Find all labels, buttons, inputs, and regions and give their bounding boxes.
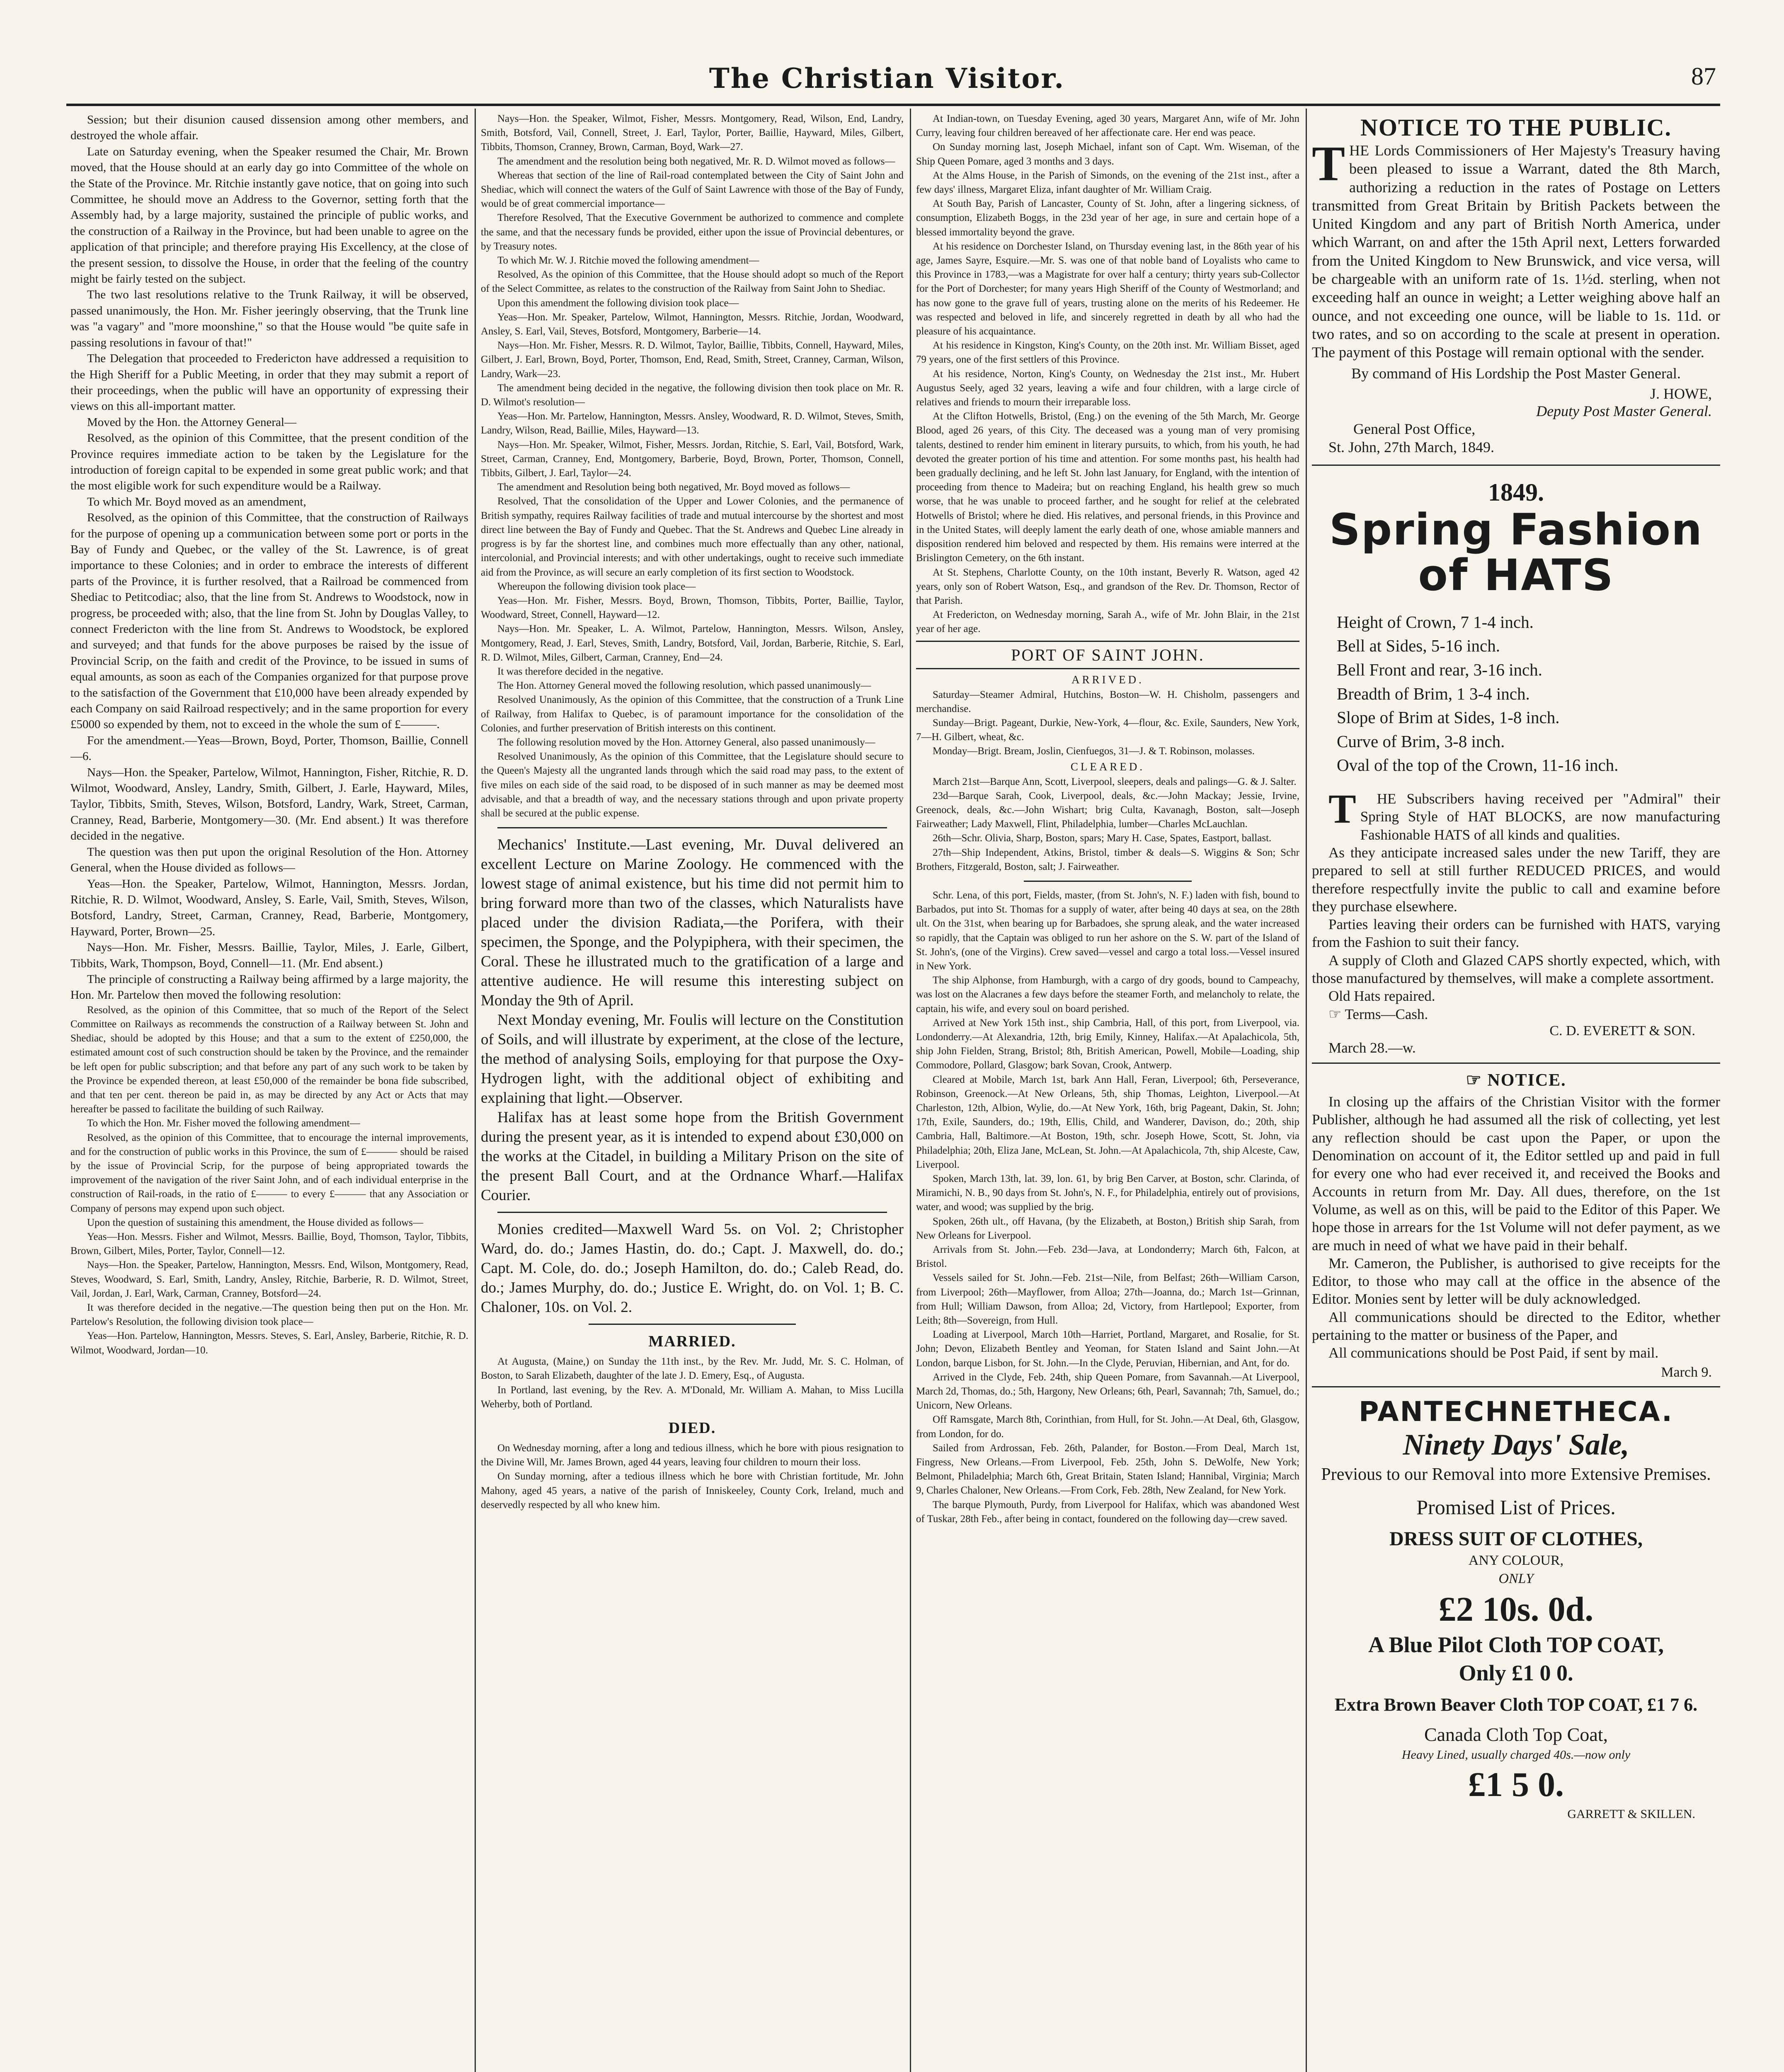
cleared-heading: CLEARED. bbox=[1070, 760, 1145, 773]
death-notice: On Wednesday morning, after a long and tedious illness, which he bore with pious resignation to the Divine Will, Mr. James Brown, aged 44 years, leaving four children to mourn their loss. bbox=[481, 1442, 904, 1468]
hats-body: HE Subscribers having received per "Admiral" their Spring Style of HAT BLOCKS, are now manufacturing Fashionable HATS of all kinds and qualities. bbox=[1360, 791, 1720, 843]
hats-date: March 28.—w. bbox=[1328, 1039, 1416, 1056]
pantechnetheca-advertisement bbox=[1312, 1396, 1720, 1821]
hats-year: 1849. bbox=[1488, 478, 1544, 506]
hat-measures bbox=[1337, 610, 1720, 777]
hat-measure: Oval of the top of the Crown, 11-16 inch. bbox=[1337, 755, 1619, 775]
pantech-previous: Previous to our Removal into more Extensive Premises. bbox=[1321, 1464, 1711, 1484]
pantech-title: PANTECHNETHECA. bbox=[1359, 1395, 1673, 1428]
news-paragraph: Mechanics' Institute.—Last evening, Mr. Duval delivered an excellent Lecture on Marine Zoology. He commenced with the lowest stage of animal existence, but his time did not permit him to bring forward more than two of the classes, which Naturalists have placed under the division Radiata,—the Porifera, with their specimen, the Sponge, and the Polypiphera, with their specimen, the Coral. These he illustrated much to the gratification of a large and attentive audience. He will resume this interesting subject on Monday the 9th of April. bbox=[481, 836, 904, 1009]
resolution-paragraph: It was therefore decided in the negative.—The question being then put on the Hon. Mr. Partelow's Resolution, the following division took place— bbox=[70, 1302, 468, 1328]
death-notice: At South Bay, Parish of Lancaster, County of St. John, after a lingering sickness, of consumption, Elizabeth Boggs, in the 23d year of her age, in sure and certain hope of a blessed immortality beyond the grave. bbox=[916, 198, 1299, 238]
resolution-paragraph: Whereupon the following division took place— bbox=[497, 581, 696, 592]
resolution-paragraph: It was therefore decided in the negative. bbox=[497, 666, 664, 677]
editor-notice-p1: In closing up the affairs of the Christian Visitor with the former Publisher, although he had assumed all the risk of collecting, yet lest any reflection should be cast upon the Paper, or upon the Denomination on account of it, the Editor settled up and paid in full for every one who had ever received it, and received the Books and Accounts in return from Mr. Day. All dues, therefore, on the 1st Volume, as well as on this, will be paid to the Editor of this Paper. We hope those in arrears for the 1st Volume will not defer payment, as we are much in need of what we have paid in their behalf. bbox=[1312, 1094, 1720, 1254]
arrival-entry: Monday—Brigt. Bream, Joslin, Cienfuegos, 31—J. & T. Robinson, molasses. bbox=[933, 746, 1255, 757]
resolution-paragraph: Yeas—Hon. Mr. Speaker, Partelow, Wilmot, Hannington, Messrs. Ritchie, Jordan, Woodward, Ansley, S. Earl, Vail, Steves, Botsford, Montgomery, Barberie—14. bbox=[481, 311, 904, 337]
resolution-paragraph: The amendment being decided in the negative, the following division then took place on Mr. R. D. Wilmot's resolution— bbox=[481, 382, 904, 408]
divider bbox=[1312, 465, 1720, 466]
resolution-paragraph: Therefore Resolved, That the Executive Government be authorized to commence and complete the same, and that the necessary funds be provided, either upon the issue of Provincial debentures, or by Treasury notes. bbox=[481, 212, 904, 252]
resolution-paragraph: Upon this amendment the following division took place— bbox=[497, 297, 739, 309]
railway-divisions bbox=[481, 112, 904, 821]
hat-measure: Bell Front and rear, 3-16 inch. bbox=[1337, 660, 1542, 680]
resolution-paragraph: Yeas—Hon. Messrs. Fisher and Wilmot, Messrs. Baillie, Boyd, Thomson, Taylor, Tibbits, Brown, Gilbert, Miles, Porter, Taylor, Connell—12. bbox=[70, 1231, 468, 1257]
death-notice: On Sunday morning, after a tedious illness which he bore with Christian fortitude, Mr. John Mahony, aged 45 years, a native of the parish of Inniskeeley, County Cork, Ireland, much and deservedly respected by all who knew him. bbox=[481, 1471, 904, 1510]
hat-measure: Curve of Brim, 3-8 inch. bbox=[1337, 731, 1505, 751]
pantech-price-1: £2 10s. 0d. bbox=[1438, 1590, 1594, 1629]
railway-resolutions bbox=[70, 1003, 468, 1358]
editor-notice bbox=[1312, 1070, 1720, 1380]
resolution-paragraph: Nays—Hon. the Speaker, Partelow, Hannington, Messrs. End, Wilson, Montgomery, Read, Steves, Woodward, S. Earl, Smith, Landry, Ansley, Ritchie, Barberie, R. D. Wilmot, Street, Vail, Jordan, J. Earl, Wark, Carman, Cranney, Botsford—24. bbox=[70, 1259, 468, 1299]
pantech-sale: Ninety Days' Sale, bbox=[1403, 1428, 1629, 1461]
arrived-list bbox=[916, 688, 1299, 759]
death-notices bbox=[481, 1441, 904, 1512]
pantech-price-3: £1 5 0. bbox=[1468, 1765, 1564, 1804]
report-paragraph: The principle of constructing a Railway being affirmed by a large majority, the Hon. Mr. Partelow then moved the following resolution: bbox=[70, 972, 468, 1002]
notice-title: NOTICE TO THE PUBLIC. bbox=[1360, 114, 1672, 141]
resolution-paragraph: Nays—Hon. Mr. Fisher, Messrs. R. D. Wilmot, Taylor, Baillie, Tibbits, Connell, Hayward, Miles, Gilbert, J. Earl, Brown, Boyd, Porter, Thomson, End, Read, Smith, Street, Cranney, Carman, Wilson, Landry, Wark—23. bbox=[481, 340, 904, 380]
resolution-paragraph: Yeas—Hon. Mr. Fisher, Messrs. Boyd, Brown, Thomson, Tibbits, Porter, Baillie, Taylor, Woodward, Street, Connell, Hayward—12. bbox=[481, 595, 904, 621]
report-paragraph: Resolved, as the opinion of this Committee, that the construction of Railways for the purpose of opening up a communication between some port or ports in the Bay of Fundy and Quebec, or the valley of the St. Lawrence, is of great importance to these Colonies; and in order to embrace the interests of different parts of the Province, it is further resolved, that a Railroad be commenced from Shediac to Petitcodiac; also, that the line from St. Andrews to Woodstock, now in progress, be proceeded with; also, that the line from St. John by Douglas Valley, to connect Fredericton with the line from St. Andrews to Woodstock, be explored and surveyed; and that funds for the above purposes be raised by the issue of Provincial Scrip, on the faith and credit of the Province, to be issued in sums of equal amounts, as soon as each of the Companies organized for that purpose prove to the satisfaction of the Government that £10,000 have been already expended by each Company on said Railroad respectively; and in the same proportion for every £5000 so expended by them, not to exceed in the whole the sum of £———. bbox=[70, 511, 468, 731]
report-paragraph: To which Mr. Boyd moved as an amendment, bbox=[87, 495, 306, 508]
pantech-any-colour: ANY COLOUR, bbox=[1468, 1552, 1564, 1568]
resolution-paragraph: Nays—Hon. Mr. Speaker, L. A. Wilmot, Partelow, Hannington, Messrs. Wilson, Ansley, Montgomery, Read, J. Earl, Steves, Smith, Landry, Botsford, Vail, Jordan, Barberie, Ritchie, S. Earl, R. D. Wilmot, Miles, Gilbert, Carman, Cranney, End—24. bbox=[481, 623, 904, 663]
report-paragraph: Yeas—Hon. the Speaker, Partelow, Wilmot, Hannington, Messrs. Jordan, Ritchie, R. D. Wilmot, Woodward, Ansley, S. Earle, Vail, Smith, Steves, Wilson, Botsford, Landry, Street, Carman, Cranney, Read, Barberie, Montgomery, Hayward, Porter, Brown—25. bbox=[70, 877, 468, 938]
notice-date: St. John, 27th March, 1849. bbox=[1328, 438, 1494, 455]
masthead-rule bbox=[66, 104, 1720, 106]
married-notice: In Portland, last evening, by the Rev. A. M'Donald, Mr. William A. Mahan, to Miss Lucilla Weherby, both of Portland. bbox=[481, 1384, 904, 1410]
shipping-news-item: Spoken, 26th ult., off Havana, (by the Elizabeth, at Boston,) British ship Sarah, from New Orleans for Liverpool. bbox=[916, 1215, 1299, 1241]
report-paragraph: Session; but their disunion caused dissension among other members, and destroyed the whole affair. bbox=[70, 113, 468, 143]
hat-measure: Bell at Sides, 5-16 inch. bbox=[1337, 636, 1500, 656]
arrival-entry: Sunday—Brigt. Pageant, Durkie, New-York, 4—flour, &c. Exile, Saunders, New York, 7—H. Gilbert, wheat, &c. bbox=[916, 717, 1299, 743]
divider bbox=[1312, 1063, 1720, 1064]
drop-cap: T bbox=[1328, 786, 1356, 832]
resolution-paragraph: Whereas that section of the line of Rail-road contemplated between the City of Saint John and Shediac, which will connect the waters of the Gulf of Saint Lawrence with those of the Bay of Fundy, would be of great commercial importance— bbox=[481, 169, 904, 210]
pantech-canada: Canada Cloth Top Coat, bbox=[1424, 1723, 1608, 1745]
death-notice: On Sunday morning last, Joseph Michael, infant son of Capt. Wm. Wiseman, of the Ship Queen Pomare, aged 3 months and 3 days. bbox=[916, 141, 1299, 167]
hats-firm: C. D. EVERETT & SON. bbox=[1549, 1023, 1695, 1038]
column-2 bbox=[481, 112, 904, 2072]
port-heading: PORT OF SAINT JOHN. bbox=[916, 641, 1299, 669]
resolution-paragraph: Yeas—Hon. Mr. Partelow, Hannington, Messrs. Ansley, Woodward, R. D. Wilmot, Steves, Smith, Landry, Wilson, Read, Baillie, Miles, Hayward—13. bbox=[481, 411, 904, 436]
report-paragraph: For the amendment.—Yeas—Brown, Boyd, Porter, Thomson, Baillie, Connell—6. bbox=[70, 733, 468, 763]
notice-signature: J. HOWE, bbox=[1650, 385, 1712, 402]
shipping-news-item: Loading at Liverpool, March 10th—Harriet, Portland, Margaret, and Rosalie, for St. John; Devon, Elizabeth Bentley and Yeoman, for Staten Island and Saint John.—At London, barque Lisbon, for St. John.—In the Clyde, Peruvian, Hibernian, and Ant, for do. bbox=[916, 1329, 1299, 1369]
death-notice: At his residence on Dorchester Island, on Thursday evening last, in the 86th year of his age, James Sayre, Esquire.—Mr. S. was one of that noble band of Loyalists who came to this Province in 1783,—was a Magistrate for over half a century; thirty years sub-Collector for the Port of Dorchester; for many years High Sheriff of the County of Westmorland; and has now gone to the grave full of years, trusting alone on the merits of his Redeemer. He was respected and beloved in life, and sincerely regretted in death by all who had the pleasure of his acquaintance. bbox=[916, 240, 1299, 337]
report-paragraph: The question was then put upon the original Resolution of the Hon. Attorney General, when the House divided as follows— bbox=[70, 845, 468, 875]
cleared-list bbox=[916, 775, 1299, 874]
notice-command: By command of His Lordship the Post Master General. bbox=[1351, 365, 1681, 382]
notice-body: HE Lords Commissioners of Her Majesty's Treasury having been pleased to issue a Warrant, dated the 8th March, authorizing a reduction in the rates of Postage on Letters transmitted from Great Britain by British Packets between the United Kingdom and any part of British North America, under which Warrant, on and after the 15th April next, Letters forwarded from the United Kingdom to New Brunswick, and vice versa, will be chargeable with an uniform rate of 1s. 1½d. sterling, when not exceeding half an ounce in weight; a Letter weighing above half an ounce, and not exceeding one ounce, will be liable to 1s. 11d. or two rates, and so on according to the scale at present in operation. The payment of this Postage will remain optional with the sender. bbox=[1312, 142, 1720, 361]
pantech-heavy: Heavy Lined, usually charged 40s.—now only bbox=[1401, 1748, 1631, 1762]
shipping-news-item: Off Ramsgate, March 8th, Corinthian, from Hull, for St. John.—At Deal, 6th, Glasgow, from London, for do. bbox=[916, 1414, 1299, 1440]
pantech-price-2: Only £1 0 0. bbox=[1459, 1660, 1573, 1685]
shipping-news-item: Schr. Lena, of this port, Fields, master, (from St. John's, N. F.) laden with fish, bound to Barbados, put into St. Thomas for a supply of water, after being 40 days at sea, on the 28th ult. On the 31st, when bearing up for Barbadoes, she sprung aleak, and the water increased so rapidly, that the Captain was obliged to run her ashore on the S. W. part of the Island of St. John's, (one of the Virgins). Crew saved—vessel and cargo a total loss.—Vessel insured in New York. bbox=[916, 889, 1299, 972]
death-notice: At Fredericton, on Wednesday morning, Sarah A., wife of Mr. John Blair, in the 21st year of her age. bbox=[916, 609, 1299, 635]
editor-notice-p2: Mr. Cameron, the Publisher, is authorised to give receipts for the Editor, to those who may call at the office in the absence of the Editor. Monies sent by letter will be duly acknowledged. bbox=[1312, 1255, 1720, 1307]
shipping-news-item: The barque Plymouth, Purdy, from Liverpool for Halifax, which was abandoned West of Tuskar, 28th Feb., after being in contact, foundered on the following day—crew saved. bbox=[916, 1499, 1299, 1525]
hats-p2: As they anticipate increased sales under the new Tariff, they are prepared to sell at still further REDUCED PRICES, and would therefore respectfully invite the public to call and examine before they purchase elsewhere. bbox=[1312, 844, 1720, 915]
resolution-paragraph: To which Mr. W. J. Ritchie moved the following amendment— bbox=[497, 255, 759, 266]
resolution-paragraph: Resolved, as the opinion of this Committee, that to encourage the internal improvements, and for the construction of public works in this Province, the sum of £——— should be raised by the issue of Provincial Scrip, for the purpose of being appropriated towards the improvement of the navigation of the river Saint John, and of each individual enterprise in the construction of Rail-roads, in the ratio of £——— to every £——— that any Association or Company of persons may expend upon such object. bbox=[70, 1132, 468, 1214]
hat-measure: Breadth of Brim, 1 3-4 inch. bbox=[1337, 684, 1530, 703]
report-paragraph: Late on Saturday evening, when the Speaker resumed the Chair, Mr. Brown moved, that the House should at an early day go into Committee of the whole on the State of the Province. Mr. Ritchie instantly gave notice, that on going into such Committee, he should move an Address to the Governor, setting forth that the Assembly had, by a large majority, sustained the principle of public works, and the construction of a Railway in the Province, but had been unable to agree on the application of that principle; and therefore praying His Excellency, at the close of the present session, to dissolve the House, in order that the feeling of the country might be fairly tested on the subject. bbox=[70, 145, 468, 286]
divider bbox=[589, 1324, 796, 1325]
report-paragraph: Nays—Hon. Mr. Fisher, Messrs. Baillie, Taylor, Miles, J. Earle, Gilbert, Tibbits, Wark, Thompson, Boyd, Connell—11. (Mr. End absent.) bbox=[70, 941, 468, 970]
report-paragraph: The Delegation that proceeded to Fredericton have addressed a requisition to the High Sheriff for a Public Meeting, in order that they may submit a report of their proceedings, when the public will have an opportunity of expressing their views on this all-important matter. bbox=[70, 352, 468, 413]
resolution-paragraph: Resolved Unanimously, As the opinion of this Committee, that the construction of a Trunk Line of Railway, from Halifax to Quebec, is of paramount importance for the consolidation of the Colonies, and further preservation of British interests on this continent. bbox=[481, 694, 904, 734]
died-heading: DIED. bbox=[668, 1419, 716, 1437]
shipping-news-item: Spoken, March 13th, lat. 39, lon. 61, by brig Ben Carver, at Boston, schr. Clarinda, of Miramichi, N. B., 90 days from St. John's, N. F., for Philadelphia, entirely out of provisions, water, and wood; was supplied by the brig. bbox=[916, 1173, 1299, 1213]
news-paragraph: Next Monday evening, Mr. Foulis will lecture on the Constitution of Soils, and will illustrate by experiment, at the close of the lecture, the method of analysing Soils, employing for that purpose the Oxy-Hydrogen light, with the additional object of exhibiting and explaining that light.—Observer. bbox=[481, 1012, 904, 1107]
column-rule-2 bbox=[910, 109, 911, 2072]
masthead bbox=[58, 62, 1716, 99]
hat-measure: Height of Crown, 7 1-4 inch. bbox=[1337, 612, 1534, 632]
report-paragraph: Resolved, as the opinion of this Committee, that the present condition of the Province requires immediate action to be taken by the Legislature for the introduction of foreign capital to be expended in some great public work; and that the most eligible work for such expenditure would be a Railway. bbox=[70, 431, 468, 493]
divider bbox=[497, 1212, 887, 1213]
drop-cap: T bbox=[1312, 136, 1345, 191]
column-rule-1 bbox=[475, 109, 476, 2072]
death-notice: At the Clifton Hotwells, Bristol, (Eng.) on the evening of the 5th March, Mr. George Blood, aged 26 years, of this City. The deceased was a young man of very promising talents, destined to render him eminent in literary pursuits, to which, from his youth, he had devoted the greater portion of his time and attention. For some months past, his health had been gradually declining, and he left St. John last January, for England, with the intention of proceeding from thence to Madeira; but on reaching England, his health grew so much worse, that he was unable to proceed farther, and he sought for relief at the celebrated Hotwells of Bristol; where he died. His relatives, and personal friends, in this Province and in the United States, will deeply lament the early death of one, whose amiable manners and disposition rendered him beloved and respected by them. His remains were interred at the Brislington Cemetery, on the 6th instant. bbox=[916, 411, 1299, 564]
resolution-paragraph: Nays—Hon. Mr. Speaker, Wilmot, Fisher, Messrs. Jordan, Ritchie, S. Earl, Vail, Botsford, Wark, Street, Carman, Cranney, End, Montgomery, Barberie, Boyd, Brown, Porter, Thomson, Connell, Tibbits, Gilbert, J. Earl, Taylor—24. bbox=[481, 439, 904, 479]
death-notices-continued bbox=[916, 112, 1299, 637]
hats-p3: Parties leaving their orders can be furnished with HATS, varying from the Fashion to suit their fancy. bbox=[1312, 916, 1720, 951]
married-notice: At Augusta, (Maine,) on Sunday the 11th inst., by the Rev. Mr. Judd, Mr. S. C. Holman, of Boston, to Sarah Elizabeth, daughter of the late J. D. Emery, Esq., of Augusta. bbox=[481, 1356, 904, 1382]
hats-title: Spring Fashion of HATS bbox=[1329, 504, 1703, 600]
news-paragraph: Halifax has at least some hope from the British Government during the present year, as it is intended to expend about £30,000 on the works at the Citadel, in building a Military Prison on the site of the present Ball Court, and at the Ordnance Wharf.—Halifax Courier. bbox=[481, 1109, 904, 1204]
resolution-paragraph: Upon the question of sustaining this amendment, the House divided as follows— bbox=[87, 1217, 424, 1228]
hats-terms: ☞ Terms—Cash. bbox=[1328, 1006, 1428, 1022]
resolution-paragraph: Resolved, As the opinion of this Committee, that the House should adopt so much of the Report of the Select Committee, as relates to the construction of the Railway from Saint John to Shediac. bbox=[481, 269, 904, 295]
legislature-report bbox=[70, 112, 468, 1003]
pantech-blue-coat: A Blue Pilot Cloth TOP COAT, bbox=[1368, 1632, 1664, 1657]
pantech-promised: Promised List of Prices. bbox=[1416, 1495, 1616, 1519]
notice-place: General Post Office, bbox=[1353, 420, 1476, 437]
resolution-paragraph: The following resolution moved by the Hon. Attorney General, also passed unanimously— bbox=[497, 736, 875, 748]
cleared-entry: 27th—Ship Independent, Atkins, Bristol, timber & deals—S. Wiggins & Son; Schr Brothers, Fitzgerald, Boston, salt; J. Fairweather. bbox=[916, 847, 1299, 872]
resolution-paragraph: To which the Hon. Mr. Fisher moved the following amendment— bbox=[87, 1118, 360, 1129]
resolution-paragraph: The Hon. Attorney General moved the following resolution, which passed unanimously— bbox=[497, 680, 871, 692]
death-notice: At Indian-town, on Tuesday Evening, aged 30 years, Margaret Ann, wife of Mr. John Curry, leaving four children bereaved of her affectionate care. Her end was peace. bbox=[916, 113, 1299, 139]
resolution-paragraph: Resolved, as the opinion of this Committee, that so much of the Report of the Select Committee on Railways as recommends the construction of a Railway between St. John and Shediac, should be adopted by this House; and that a sum to the extent of £250,000, the estimated amount cost of such construction should be taken by the Province, and the remainder be left open for public subscription; and that before any part of any such work to be taken by the Province be expended thereon, at least £50,000 of the remainder be bona fide subscribed, and that ten per cent. thereon be paid in, as may be directed by any Act or Acts that may hereafter be passed to facilitate the building of such Railway. bbox=[70, 1004, 468, 1115]
shipping-news-item: Arrived in the Clyde, Feb. 24th, ship Queen Pomare, from Savannah.—At Liverpool, March 2d, Thomas, do.; 5th, Hargony, New Orleans; 6th, Pearl, Savannah; 7th, Samuel, do.; Unicorn, New Orleans. bbox=[916, 1371, 1299, 1411]
arrived-heading: ARRIVED. bbox=[1071, 673, 1144, 686]
column-rule-3 bbox=[1306, 109, 1307, 2072]
editor-notice-p3: All communications should be directed to the Editor, whether pertaining to the matter or business of the Paper, and bbox=[1312, 1309, 1720, 1343]
arrival-entry: Saturday—Steamer Admiral, Hutchins, Boston—W. H. Chisholm, passengers and merchandise. bbox=[916, 689, 1299, 714]
pantech-only: ONLY bbox=[1498, 1571, 1534, 1586]
shipping-news-item: Arrivals from St. John.—Feb. 23d—Java, at Londonderry; March 6th, Falcon, at Bristol. bbox=[916, 1244, 1299, 1270]
cleared-entry: 26th—Schr. Olivia, Sharp, Boston, spars; Mary H. Case, Spates, Eastport, ballast. bbox=[933, 833, 1272, 844]
editor-notice-title: ☞ NOTICE. bbox=[1466, 1071, 1566, 1090]
hats-p4: A supply of Cloth and Glazed CAPS shortly expected, which, with those manufactured by themselves, will make a complete assortment. bbox=[1312, 952, 1720, 986]
death-notice: At his residence, Norton, King's County, on Wednesday the 21st inst., Mr. Hubert Augustus Seely, aged 32 years, leaving a wife and four children, with a large circle of relatives and friends to mourn their irreparable loss. bbox=[916, 368, 1299, 408]
pantech-dress: DRESS SUIT OF CLOTHES, bbox=[1389, 1527, 1643, 1550]
monies-text: Monies credited—Maxwell Ward 5s. on Vol. 2; Christopher Ward, do. do.; James Hastin, do. do.; Capt. J. Maxwell, do. do.; Capt. M. Cole, do. do.; Joseph Hamilton, do. do.; Caleb Read, do. do.; James Murphy, do. do.; Justice E. Wright, do. on Vol. 1; B. C. Chaloner, 10s. on Vol. 2. bbox=[481, 1221, 904, 1316]
mechanics-institute-notice bbox=[481, 835, 904, 1205]
death-notice: At his residence in Kingston, King's County, on the 20th inst. Mr. William Bisset, aged 79 years, one of the first settlers of this Province. bbox=[916, 340, 1299, 366]
hat-measure: Slope of Brim at Sides, 1-8 inch. bbox=[1337, 708, 1560, 727]
divider bbox=[497, 827, 887, 828]
hats-advertisement bbox=[1312, 478, 1720, 1057]
cleared-entry: March 21st—Barque Ann, Scott, Liverpool, sleepers, deals and palings—G. & J. Salter. bbox=[933, 776, 1297, 787]
postage-notice bbox=[1312, 114, 1720, 456]
hats-p5: Old Hats repaired. bbox=[1328, 988, 1435, 1005]
resolution-paragraph: Yeas—Hon. Partelow, Hannington, Messrs. Steves, S. Earl, Ansley, Barberie, Ritchie, R. D. Wilmot, Woodward, Jordan—10. bbox=[70, 1330, 468, 1356]
death-notice: At the Alms House, in the Parish of Simonds, on the evening of the 21st inst., after a few days' illness, Margaret Eliza, infant daughter of Mr. William Craig. bbox=[916, 169, 1299, 196]
report-paragraph: The two last resolutions relative to the Trunk Railway, it will be observed, passed unanimously, the Hon. Mr. Fisher jeeringly observing, that the Trunk line was "a vagary" and "more moonshine," so that the House would "be quite safe in passing resolutions in favour of that!" bbox=[70, 288, 468, 349]
column-4 bbox=[1312, 112, 1720, 2072]
shipping-news-item: Vessels sailed for St. John.—Feb. 21st—Nile, from Belfast; 26th—William Carson, from Liverpool; 26th—Mayflower, from Alloa; 27th—Joanna, do.; March 1st—Grinnan, from Hull; William Dawson, from Alloa; 2d, Victory, from Hartlepool; Exporter, from Leith; 8th—Sovereign, from Hull. bbox=[916, 1272, 1299, 1326]
resolution-paragraph: The amendment and Resolution being both negatived, Mr. Boyd moved as follows— bbox=[497, 482, 850, 493]
shipping-news bbox=[916, 888, 1299, 1526]
divider bbox=[1312, 1386, 1720, 1387]
page-number: 87 bbox=[1691, 63, 1716, 90]
editor-notice-date: March 9. bbox=[1661, 1364, 1712, 1380]
report-paragraph: Moved by the Hon. the Attorney General— bbox=[87, 415, 296, 429]
resolution-paragraph: Resolved Unanimously, As the opinion of this Committee, that the Legislature should secure to the Queen's Majesty all the ungranted lands through which the said road may pass, to the extent of five miles on each side of the said road, to be disposed of in such manner as may be deemed most advisable, and that a breadth of way, and the necessary stations through and upon private property shall be secured at the public expense. bbox=[481, 751, 904, 819]
editor-notice-p4: All communications should be Post Paid, if sent by mail. bbox=[1328, 1345, 1659, 1361]
resolution-paragraph: Nays—Hon. the Speaker, Wilmot, Fisher, Messrs. Montgomery, Read, Wilson, End, Landry, Smith, Botsford, Vail, Connell, Street, J. Earl, Taylor, Porter, Baillie, Hayward, Miles, Gilbert, Tibbits, Thomson, Cranney, Brown, Carman, Boyd, Wark—27. bbox=[481, 113, 904, 153]
column-1 bbox=[70, 112, 468, 2072]
shipping-news-item: The ship Alphonse, from Hamburgh, with a cargo of dry goods, bound to Campeachy, was lost on the Alacranes a few days before the steamer Forth, and melancholy to relate, the captain, his wife, and every soul on board perished. bbox=[916, 975, 1299, 1014]
column-3 bbox=[916, 112, 1299, 2072]
death-notice: At St. Stephens, Charlotte County, on the 10th instant, Beverly R. Watson, aged 42 years, only son of Robert Watson, Esq., and grandson of the Rev. Dr. Thomson, Rector of that Parish. bbox=[916, 566, 1299, 606]
report-paragraph: Nays—Hon. the Speaker, Partelow, Wilmot, Hannington, Fisher, Ritchie, R. D. Wilmot, Woodward, Ansley, Landry, Smith, Gilbert, J. Earle, Hayward, Miles, Taylor, Tibbits, Smith, Steves, Wilson, Botsford, Landry, Wark, Street, Carman, Cranney, Read, Barberie, Montgomery—30. (Mr. End absent.) It was therefore decided in the negative. bbox=[70, 765, 468, 843]
resolution-paragraph: Resolved, That the consolidation of the Upper and Lower Colonies, and the permanence of British sympathy, requires Railway facilities of trade and mutual intercourse by the shortest and most direct line between the Bay of Fundy and Quebec. That the St. Andrews and Quebec Line already in progress is by far the shortest line, and combines much more effectually than any other, national, intercolonial, and Provincial interests; and with other undertakings, ought to receive such immediate aid from the Province, as will secure an early completion of its first section to Woodstock. bbox=[481, 496, 904, 578]
monies-credited bbox=[481, 1220, 904, 1317]
cleared-entry: 23d—Barque Sarah, Cook, Liverpool, deals, &c.—John Mackay; Jessie, Irvine, Greenock, deals, &c.—John Wishart; brig Culta, Kavanagh, Boston, salt—Joseph Fairweather; Lady Maxwell, Flint, Philadelphia, lumber—Charles McLauchlan. bbox=[916, 790, 1299, 830]
divider bbox=[1024, 881, 1192, 882]
newspaper-title: The Christian Visitor. bbox=[709, 62, 1065, 94]
shipping-news-item: Arrived at New York 15th inst., ship Cambria, Hall, of this port, from Liverpool, via. Londonderry.—At Alexandria, 12th, brig Emily, Kinney, Halifax.—At Apalachicola, 5th, ship John Fielden, Strang, Bristol; 8th, British American, Powell, Mobile—Loading, ship Commodore, Pollard, Glasgow; bark Sovan, Crook, Antwerp. bbox=[916, 1017, 1299, 1071]
pantech-firm: GARRETT & SKILLEN. bbox=[1567, 1807, 1695, 1821]
shipping-news-item: Sailed from Ardrossan, Feb. 26th, Palander, for Boston.—From Deal, March 1st, Fingress, New Orleans.—From Liverpool, Feb. 25th, John S. DeWolfe, New York; Belmont, Philadelphia; March 6th, Great Britain, Staten Island; Hannibal, Virginia; March 9, Charles Chaloner, New Orleans.—From Cork, Feb. 28th, New Zealand, for New York. bbox=[916, 1442, 1299, 1496]
resolution-paragraph: The amendment and the resolution being both negatived, Mr. R. D. Wilmot moved as follows— bbox=[497, 155, 895, 167]
shipping-news-item: Cleared at Mobile, March 1st, bark Ann Hall, Feran, Liverpool; 6th, Perseverance, Robinson, Greenock.—At New Orleans, 5th, ship Thomas, Leighton, Liverpool.—At Charleston, 12th, Albion, Wylie, do.—At New York, 16th, brig Pageant, Dakin, St. John; 17th, Exile, Saunders, do.; 19th, Ellis, Child, and Wanderer, Davison, do.; 20th, ship Cambria, Hall, Baltimore.—At Boston, 19th, schr. Joseph Howe, Scott, St. John, via Philadelphia; 20th, Eliza Jane, McLean, St. John.—At Apalachicola, 7th, ship Alceste, Caw, Liverpool. bbox=[916, 1074, 1299, 1170]
married-notices bbox=[481, 1355, 904, 1411]
married-heading: MARRIED. bbox=[648, 1333, 736, 1351]
notice-signature-title: Deputy Post Master General. bbox=[1536, 402, 1712, 419]
pantech-extra: Extra Brown Beaver Cloth TOP COAT, £1 7 6. bbox=[1334, 1694, 1698, 1715]
